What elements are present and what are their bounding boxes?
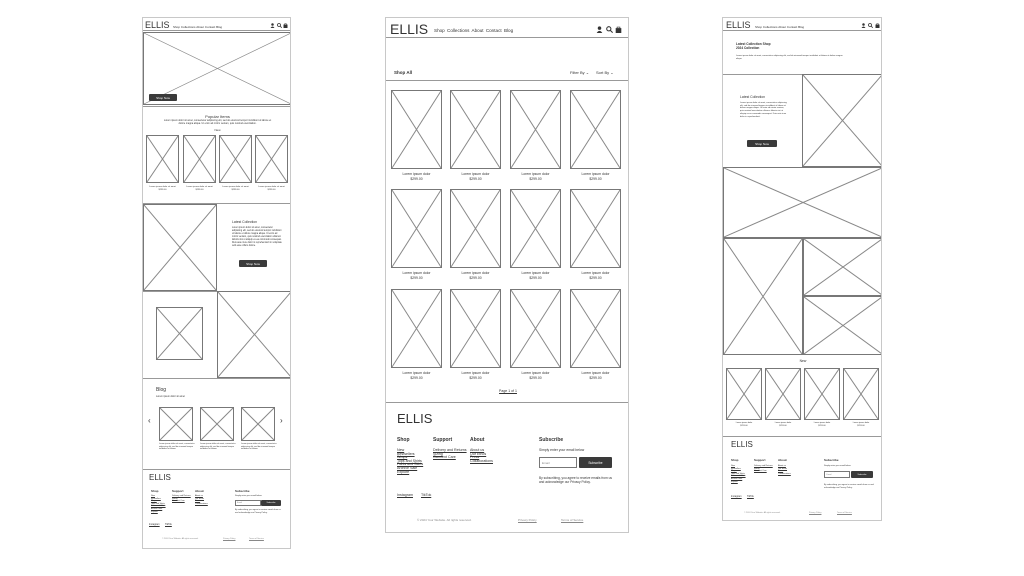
product-card-price: $299.00 [469, 376, 482, 380]
product-card-name: Lorem ipsum dolor [461, 371, 490, 375]
collection-intro: Lorem ipsum dolor sit amet, consectetur adipiscing elit, sed do eiusmod tempor incididunt ut labore et dolore magna aliqua. [736, 55, 843, 60]
brand-logo[interactable]: ELLIS [145, 20, 170, 30]
latest-collection-title: Latest Collection [740, 95, 766, 99]
product-card-image[interactable] [804, 368, 840, 420]
nav-collections[interactable]: Collections [762, 25, 778, 29]
footer-terms-link[interactable]: Terms of Service [561, 518, 584, 522]
footer-about-link[interactable]: Our Ethos [195, 497, 205, 500]
footer-support-link[interactable]: Delivery and Returns [754, 465, 773, 467]
product-card-price: $299.00 [469, 276, 482, 280]
footer-shop-link[interactable]: Tops and Shirts [151, 502, 165, 505]
footer-about-title: About [778, 458, 787, 462]
product-card-price: $299.00 [589, 376, 602, 380]
footer-about-link[interactable]: Press [778, 470, 784, 473]
product-card-price: $299.00 [410, 177, 423, 181]
footer-copyright: © 2024 Your Website. All rights reserved. [744, 512, 781, 514]
home-page-frame [142, 17, 291, 549]
product-card-price: $299.00 [195, 189, 204, 191]
product-card-image[interactable] [391, 189, 442, 268]
product-card-price: $299.00 [740, 425, 748, 427]
footer-email-input[interactable]: Email [539, 457, 577, 468]
footer-shop-link[interactable]: New [151, 495, 156, 497]
product-card-price: $299.00 [529, 177, 542, 181]
nav-contact[interactable]: Contact [204, 25, 216, 29]
product-card-name: Lorem ipsum dolor [581, 172, 610, 176]
search-icon[interactable] [606, 26, 613, 33]
product-card-name: Lorem ipsum dolor [581, 371, 610, 375]
footer-shop-link[interactable]: Pants and Skirts [151, 505, 166, 508]
footer-shop-link[interactable]: Explore [397, 469, 410, 474]
footer-instagram-link[interactable]: Instagram [149, 523, 160, 526]
product-card-image[interactable] [450, 189, 501, 268]
nav-shop[interactable]: Shop [173, 25, 181, 29]
hero-shop-now-button[interactable]: Shop Now [149, 94, 177, 101]
product-card-name: Lorem ipsum dolor [402, 172, 431, 176]
blog-title: Blog [156, 387, 167, 393]
collection-image-right-bottom [803, 296, 882, 355]
main-nav [434, 28, 513, 33]
nav-blog[interactable]: Blog [216, 25, 223, 29]
footer-subscribe-title: Subscribe [235, 489, 250, 493]
nav-collections[interactable]: Collections [180, 25, 196, 29]
product-card-name: Lorem ipsum dolor [402, 271, 431, 275]
footer-subscribe-title: Subscribe [824, 458, 839, 462]
product-card-name: Lorem ipsum dolor [521, 172, 550, 176]
footer-subscribe-text: Simply enter your email below [824, 465, 851, 467]
footer-about-link[interactable]: Collaborations [195, 502, 208, 505]
footer-shop-link[interactable]: Tops and Shirts [397, 458, 422, 463]
product-card-price: $299.00 [158, 189, 167, 191]
footer-about-link[interactable]: Our Ethos [778, 467, 788, 470]
search-icon[interactable] [277, 23, 282, 28]
nav-collections[interactable]: Collections [447, 28, 470, 33]
footer-tiktok-link[interactable]: TikTok [165, 523, 172, 526]
blog-prev-arrow[interactable]: ‹ [148, 416, 151, 425]
shop-page-frame [385, 17, 629, 533]
footer-about-title: About [470, 437, 485, 443]
nav-shop[interactable]: Shop [755, 25, 763, 29]
footer-shop-link[interactable]: Bestsellers [397, 451, 415, 456]
footer-tiktok-link[interactable]: TikTok [747, 495, 754, 498]
cart-icon[interactable] [875, 23, 880, 28]
product-card-image[interactable] [570, 90, 621, 169]
product-card-image[interactable] [255, 135, 288, 183]
product-card-price: $299.00 [589, 276, 602, 280]
product-card-price: $299.00 [231, 189, 240, 191]
footer-shop-link[interactable]: New [397, 448, 405, 452]
product-card-name: Lorem ipsum dolor [521, 271, 550, 275]
product-card-caption: Lorem ipsum dolor [735, 422, 753, 424]
footer-support-link[interactable]: Delivery and Returns [433, 448, 467, 452]
footer-support-link[interactable]: Garment Care [433, 455, 456, 460]
product-card-image[interactable] [450, 289, 501, 368]
search-icon[interactable] [868, 23, 873, 28]
product-card-image[interactable] [146, 135, 179, 183]
footer-shop-link[interactable]: New [731, 465, 736, 467]
footer-about-link[interactable]: Our Ethos [470, 451, 487, 456]
footer-shop-link[interactable]: Wraps [397, 455, 408, 460]
product-card-price: $299.00 [410, 376, 423, 380]
product-card-price: $299.00 [589, 177, 602, 181]
blog-card-image[interactable] [159, 407, 193, 441]
footer-support-link[interactable]: Garment Care [754, 470, 767, 473]
footer-shop-title: Shop [151, 489, 159, 493]
footer-support-link[interactable]: Sizing [754, 467, 760, 470]
latest-collection-text: Lorem ipsum dolor sit amet, consectetur adipiscing elit, sed do eiusmod tempor incididunt ut labore et dolore magna aliqua. Ut enim ad minim veniam, quis nostrud exercitation ullamco laboris nisi ut aliquip ex ea commodo consequat. Duis aute irure dolor in reprehenderit. [740, 102, 787, 118]
footer-support-link[interactable]: Sizing [172, 497, 178, 500]
product-card-name: Lorem ipsum dolor [402, 371, 431, 375]
latest-collection-image [143, 204, 217, 291]
product-card-price: $299.00 [857, 425, 865, 427]
footer-support-title: Support [754, 458, 766, 462]
cart-icon[interactable] [283, 23, 288, 28]
latest-collection-text: Lorem ipsum dolor sit amet, consectetur adipiscing elit, sed do eiusmod tempor incididunt ut labore et dolore magna aliqua. Ut enim ad minim veniam, quis nostrud exercitation ullamco laboris nisi ut aliquip ex ea commodo consequat. Duis aute irure dolor in reprehenderit in voluptate velit esse cillum dolore. [232, 227, 282, 247]
pagination[interactable]: Page 1 of 1 [499, 389, 517, 393]
footer-terms-link[interactable]: Terms of Service [837, 512, 852, 514]
nav-about[interactable]: About [196, 25, 205, 29]
footer-disclaimer: By subscribing, you agree to receive emails from us and acknowledge our Privacy Policy. [235, 509, 281, 514]
product-card-image[interactable] [510, 189, 561, 268]
footer-about-title: About [195, 489, 204, 493]
product-card-caption: Lorem ipsum dolor sit amet [258, 186, 285, 188]
blog-card-caption: Lorem ipsum dolor sit amet, consectetur adipiscing elit, sed do eiusmod tempor incididunt ut labore [200, 443, 236, 450]
new-label: New [799, 359, 807, 363]
footer-shop-link[interactable]: Pants and Skirts [731, 475, 746, 478]
footer-disclaimer: By subscribing, you agree to receive emails from us and acknowledge our Privacy Policy. [824, 484, 874, 489]
footer-support-title: Support [172, 489, 184, 493]
brand-logo[interactable]: ELLIS [390, 21, 429, 37]
popular-items-title: Popular Items [205, 114, 230, 119]
footer-shop-title: Shop [397, 437, 410, 443]
footer-email-input[interactable]: Email [235, 500, 261, 506]
footer-brand[interactable]: ELLIS [149, 473, 171, 482]
footer-about-link[interactable]: About us [195, 495, 203, 497]
footer-disclaimer: By subscribing, you agree to receive emails from us and acknowledge our Privacy Policy. [539, 476, 612, 484]
product-card-image[interactable] [765, 368, 801, 420]
product-card-caption: Lorem ipsum dolor [852, 422, 870, 424]
footer-instagram-link[interactable]: Instagram [397, 493, 413, 497]
product-card-caption: Lorem ipsum dolor [813, 422, 831, 424]
blog-card-image[interactable] [241, 407, 275, 441]
product-card-name: Lorem ipsum dolor [581, 271, 610, 275]
product-card-image[interactable] [510, 289, 561, 368]
footer-copyright: © 2024 Your Website. All rights reserved. [162, 538, 199, 540]
feature-image-small [156, 307, 203, 360]
product-card-price: $299.00 [779, 425, 787, 427]
product-card-price: $299.00 [469, 177, 482, 181]
collection-image-right-top [803, 238, 882, 296]
blog-subtitle: Lorem ipsum dolor sit amet [156, 395, 185, 398]
footer-shop-link[interactable]: Tops and Shirts [731, 472, 745, 475]
footer-about-link[interactable]: About us [470, 448, 485, 452]
brand-logo[interactable]: ELLIS [726, 20, 751, 30]
collection-title-line2: 2024 Collection [736, 46, 760, 50]
footer-about-link[interactable]: Press [470, 455, 480, 460]
nav-contact[interactable]: Contact [786, 25, 798, 29]
footer-shop-title: Shop [731, 458, 739, 462]
footer-shop-link[interactable]: Wraps [151, 500, 157, 503]
nav-shop[interactable]: Shop [434, 28, 445, 33]
collection-image-right [802, 74, 882, 167]
footer-support-link[interactable]: Garment Care [172, 500, 185, 503]
footer-privacy-link[interactable]: Privacy Policy [809, 512, 822, 514]
product-card-image[interactable] [510, 90, 561, 169]
product-card-image[interactable] [570, 289, 621, 368]
latest-collection-title: Latest Collection [232, 220, 258, 224]
footer-tiktok-link[interactable]: TikTok [421, 493, 432, 497]
nav-about[interactable]: About [778, 25, 787, 29]
user-icon[interactable] [270, 23, 275, 28]
footer-privacy-link[interactable]: Privacy Policy [223, 538, 236, 540]
footer-about-link[interactable]: About us [778, 465, 786, 467]
product-card-price: $299.00 [529, 376, 542, 380]
product-card-image[interactable] [391, 90, 442, 169]
latest-shop-now-button[interactable]: Shop Now [239, 260, 267, 267]
footer-shop-link[interactable]: Bestsellers [731, 467, 741, 470]
product-card-caption: Lorem ipsum dolor sit amet [149, 186, 176, 188]
main-nav [173, 25, 222, 29]
footer-instagram-link[interactable]: Instagram [731, 495, 742, 498]
blog-next-arrow[interactable]: › [280, 416, 283, 425]
footer-subscribe-button[interactable]: Subscribe [261, 500, 281, 506]
product-card-price: $299.00 [410, 276, 423, 280]
popular-items-text: Lorem ipsum dolor sit amet, consectetur adipiscing elit, sed do eiusmod tempor incididunt ut labore et dolore magna aliqua. Ut enim ad minim veniam, quis nostrud exercitation. [163, 119, 272, 125]
nav-blog[interactable]: Blog [798, 25, 805, 29]
product-card-image[interactable] [726, 368, 762, 420]
footer-email-input[interactable]: Email [824, 471, 850, 478]
product-card-price: $299.00 [267, 189, 276, 191]
footer-brand[interactable]: ELLIS [397, 411, 433, 426]
footer-subscribe-button[interactable]: Subscribe [851, 471, 873, 478]
product-card-image[interactable] [570, 189, 621, 268]
shop-all-title: Shop All [394, 70, 413, 75]
footer-shop-link[interactable]: Archive Sale [397, 466, 418, 470]
product-card-name: Lorem ipsum dolor [521, 371, 550, 375]
product-card-price: $299.00 [529, 276, 542, 280]
product-card-image[interactable] [843, 368, 879, 420]
footer-shop-link[interactable]: Explore [151, 510, 158, 513]
feature-image-right [217, 291, 291, 378]
nav-contact[interactable]: Contact [485, 28, 502, 33]
footer-subscribe-button[interactable]: Subscribe [579, 457, 612, 468]
main-nav [755, 25, 804, 29]
sort-by-dropdown[interactable]: Sort By ⌄ [596, 70, 614, 75]
collection-shop-now-button[interactable]: Shop Now [747, 140, 777, 147]
product-card-caption: Lorem ipsum dolor sit amet [222, 186, 249, 188]
footer-brand[interactable]: ELLIS [731, 440, 753, 449]
collection-image-left [723, 238, 803, 355]
footer-copyright: © 2024 Your Website. All rights reserved. [417, 518, 472, 522]
footer-privacy-link[interactable]: Privacy Policy [518, 518, 537, 522]
user-icon[interactable] [596, 26, 603, 33]
footer-support-link[interactable]: Delivery and Returns [172, 495, 191, 497]
product-card-image[interactable] [391, 289, 442, 368]
new-label: New [214, 128, 221, 132]
footer-subscribe-text: Simply enter your email below [539, 448, 585, 452]
product-card-caption: Lorem ipsum dolor sit amet [186, 186, 213, 188]
footer-shop-link[interactable]: Archive Sale [731, 478, 743, 480]
footer-shop-link[interactable]: Explore [731, 480, 738, 483]
user-icon[interactable] [861, 23, 866, 28]
footer-about-link[interactable]: Collaborations [470, 458, 493, 463]
cart-icon[interactable] [615, 26, 622, 33]
nav-blog[interactable]: Blog [503, 28, 514, 33]
footer-shop-link[interactable]: Wraps [731, 470, 737, 473]
footer-shop-link[interactable]: Archive Sale [151, 508, 163, 510]
footer-subscribe-text: Simply enter your email below [235, 495, 262, 497]
blog-card-caption: Lorem ipsum dolor sit amet, consectetur adipiscing elit, sed do eiusmod tempor incididunt ut labore [159, 443, 195, 450]
product-card-name: Lorem ipsum dolor [461, 172, 490, 176]
blog-card-image[interactable] [200, 407, 234, 441]
collection-banner-image [723, 167, 882, 238]
product-card-caption: Lorem ipsum dolor [774, 422, 792, 424]
filter-by-dropdown[interactable]: Filter By ⌄ [570, 70, 590, 75]
footer-support-title: Support [433, 437, 453, 443]
footer-shop-link[interactable]: Bestsellers [151, 497, 161, 500]
footer-shop-link[interactable]: Pants and Skirts [397, 462, 424, 467]
product-card-price: $299.00 [818, 425, 826, 427]
nav-about[interactable]: About [471, 28, 484, 33]
footer-about-link[interactable]: Press [195, 500, 201, 503]
footer-terms-link[interactable]: Terms of Service [249, 538, 264, 540]
collection-page-frame [722, 17, 882, 521]
footer-subscribe-title: Subscribe [539, 437, 564, 443]
product-card-image[interactable] [183, 135, 216, 183]
footer-support-link[interactable]: Sizing [433, 451, 443, 456]
product-card-name: Lorem ipsum dolor [461, 271, 490, 275]
product-card-image[interactable] [219, 135, 252, 183]
blog-card-caption: Lorem ipsum dolor sit amet, consectetur adipiscing elit, sed do eiusmod tempor incididunt ut labore [241, 443, 277, 450]
footer-about-link[interactable]: Collaborations [778, 472, 791, 475]
product-card-image[interactable] [450, 90, 501, 169]
collection-title-line1: Latest Collection Shop [736, 42, 771, 46]
